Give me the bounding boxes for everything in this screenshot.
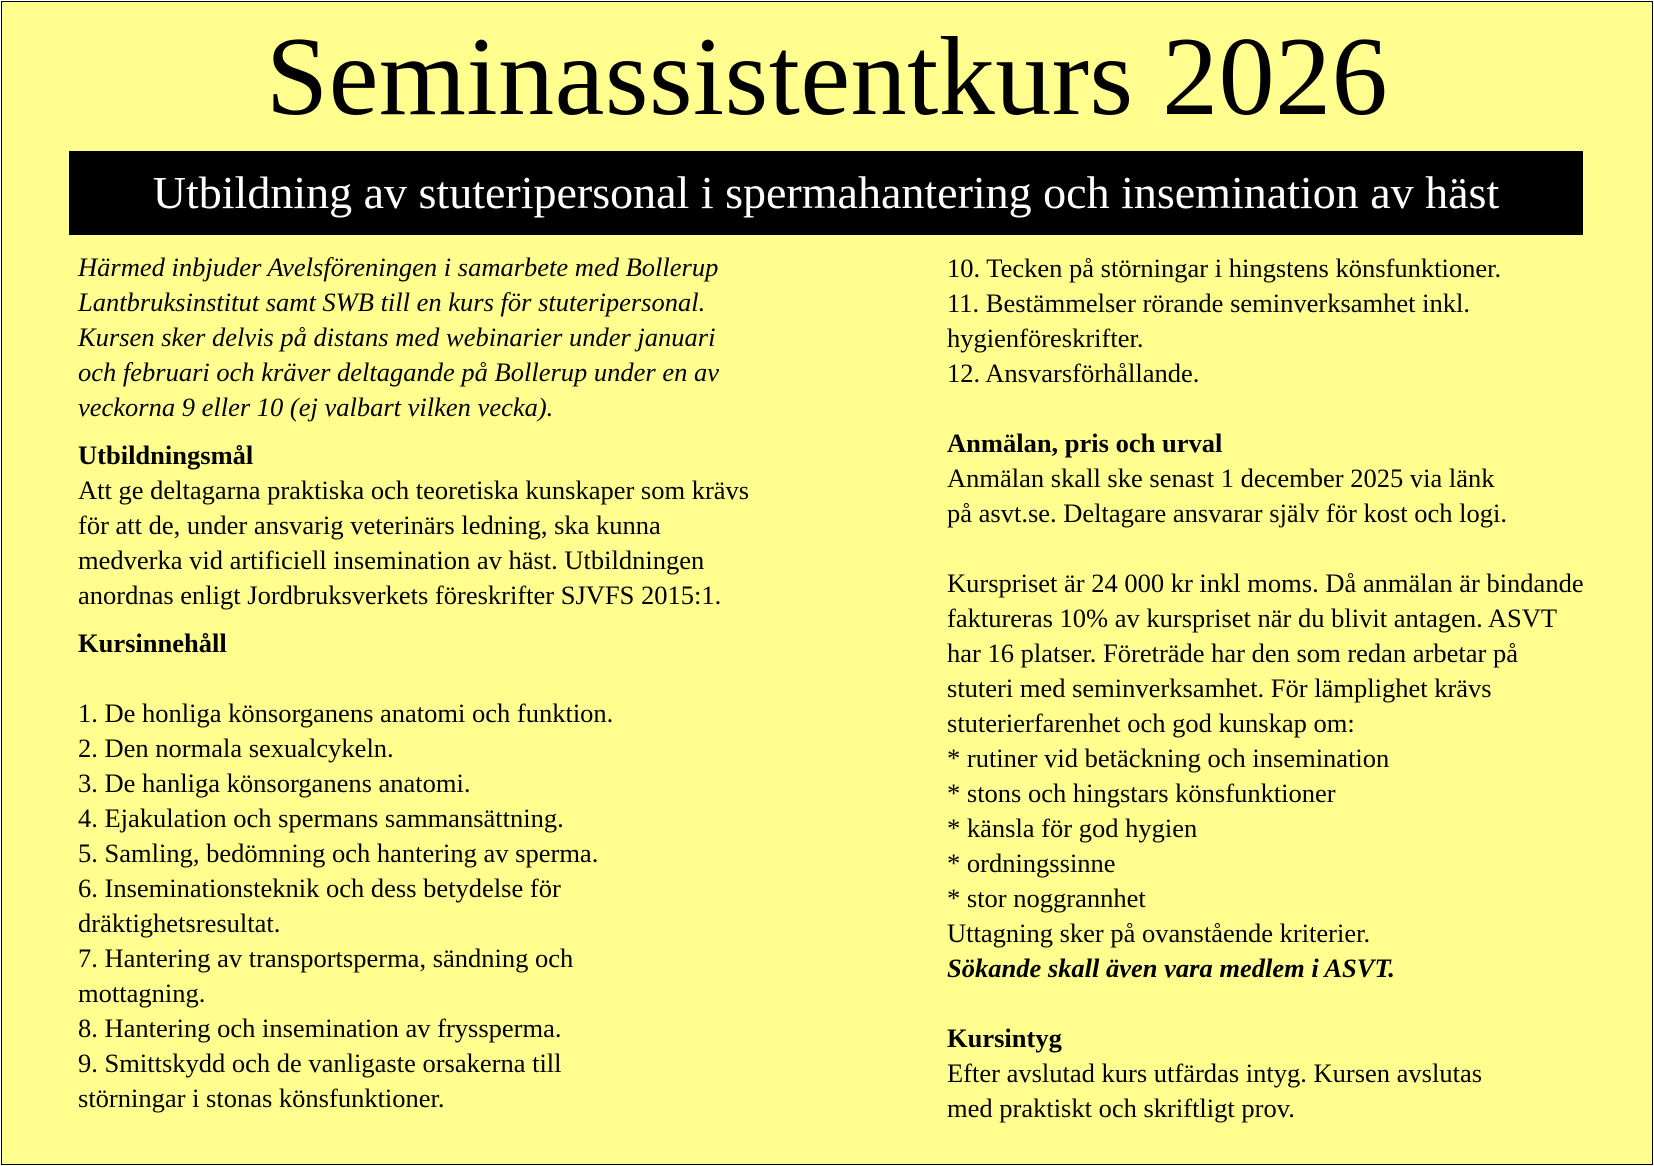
list-item: dräktighetsresultat. xyxy=(78,908,281,938)
registration-line: på asvt.se. Deltagare ansvarar själv för kost och logi. xyxy=(947,498,1507,528)
goal-line: för att de, under ansvarig veterinärs ledning, ska kunna xyxy=(78,510,661,540)
list-item: 12. Ansvarsförhållande. xyxy=(947,358,1200,388)
list-item: 2. Den normala sexualcykeln. xyxy=(78,733,394,763)
list-item: 1. De honliga könsorganens anatomi och funktion. xyxy=(78,698,614,728)
list-item: 5. Samling, bedömning och hantering av sperma. xyxy=(78,838,599,868)
content-heading: Kursinnehåll xyxy=(78,628,227,658)
content-section xyxy=(78,626,858,1116)
membership-note: Sökande skall även vara medlem i ASVT. xyxy=(947,953,1395,983)
list-item: mottagning. xyxy=(78,978,206,1008)
price-line: stuteri med seminverksamhet. För lämplighet krävs xyxy=(947,673,1492,703)
registration-heading: Anmälan, pris och urval xyxy=(947,428,1223,458)
goal-line: Att ge deltagarna praktiska och teoretiska kunskaper som krävs xyxy=(78,475,750,505)
list-item: 9. Smittskydd och de vanligaste orsakerna till xyxy=(78,1048,562,1078)
requirement-item: * stons och hingstars könsfunktioner xyxy=(947,778,1336,808)
right-column xyxy=(947,251,1652,1126)
list-item: 10. Tecken på störningar i hingstens könsfunktioner. xyxy=(947,253,1502,283)
requirement-item: * ordningssinne xyxy=(947,848,1116,878)
price-line: stuterierfarenhet och god kunskap om: xyxy=(947,708,1355,738)
content-list-continued xyxy=(947,251,1652,391)
subtitle-banner: Utbildning av stuteripersonal i spermahantering och insemination av häst xyxy=(69,151,1583,235)
list-item: störningar i stonas könsfunktioner. xyxy=(78,1083,445,1113)
page-title: Seminassistentkurs 2026 xyxy=(265,15,1389,139)
list-item: 6. Inseminationsteknik och dess betydelse för xyxy=(78,873,561,903)
list-item: hygienföreskrifter. xyxy=(947,323,1144,353)
list-item: 7. Hantering av transportsperma, sändning och xyxy=(78,943,574,973)
requirement-item: * rutiner vid betäckning och insemination xyxy=(947,743,1390,773)
intro-line: Lantbruksinstitut samt SWB till en kurs för stuteripersonal. xyxy=(78,287,706,317)
list-item: 4. Ejakulation och spermans sammansättning. xyxy=(78,803,564,833)
goal-line: medverka vid artificiell insemination av häst. Utbildningen xyxy=(78,545,705,575)
intro-line: och februari och kräver deltagande på Bollerup under en av xyxy=(78,357,720,387)
certificate-line: med praktiskt och skriftligt prov. xyxy=(947,1093,1295,1123)
selection-note: Uttagning sker på ovanstående kriterier. xyxy=(947,918,1371,948)
goal-line: anordnas enligt Jordbruksverkets föreskrifter SJVFS 2015:1. xyxy=(78,580,722,610)
registration-section xyxy=(947,426,1652,986)
goal-section xyxy=(78,438,858,613)
intro-line: veckorna 9 eller 10 (ej valbart vilken vecka). xyxy=(78,392,554,422)
left-column xyxy=(78,250,858,1116)
course-flyer xyxy=(1,1,1653,1165)
requirement-item: * stor noggrannhet xyxy=(947,883,1146,913)
list-item: 11. Bestämmelser rörande seminverksamhet inkl. xyxy=(947,288,1470,318)
requirement-item: * känsla för god hygien xyxy=(947,813,1198,843)
list-item: 8. Hantering och insemination av fryssperma. xyxy=(78,1013,562,1043)
price-line: faktureras 10% av kurspriset när du blivit antagen. ASVT xyxy=(947,603,1558,633)
goal-heading: Utbildningsmål xyxy=(78,440,254,470)
intro-paragraph xyxy=(78,250,858,425)
list-item: 3. De hanliga könsorganens anatomi. xyxy=(78,768,471,798)
intro-line: Kursen sker delvis på distans med webinarier under januari xyxy=(78,322,716,352)
content-list xyxy=(78,696,858,1116)
price-line: har 16 platser. Företräde har den som redan arbetar på xyxy=(947,638,1518,668)
price-line: Kurspriset är 24 000 kr inkl moms. Då anmälan är bindande xyxy=(947,568,1584,598)
certificate-section xyxy=(947,1021,1652,1126)
certificate-line: Efter avslutad kurs utfärdas intyg. Kursen avslutas xyxy=(947,1058,1483,1088)
certificate-heading: Kursintyg xyxy=(947,1023,1062,1053)
registration-line: Anmälan skall ske senast 1 december 2025 via länk xyxy=(947,463,1495,493)
intro-line: Härmed inbjuder Avelsföreningen i samarbete med Bollerup xyxy=(78,252,719,282)
